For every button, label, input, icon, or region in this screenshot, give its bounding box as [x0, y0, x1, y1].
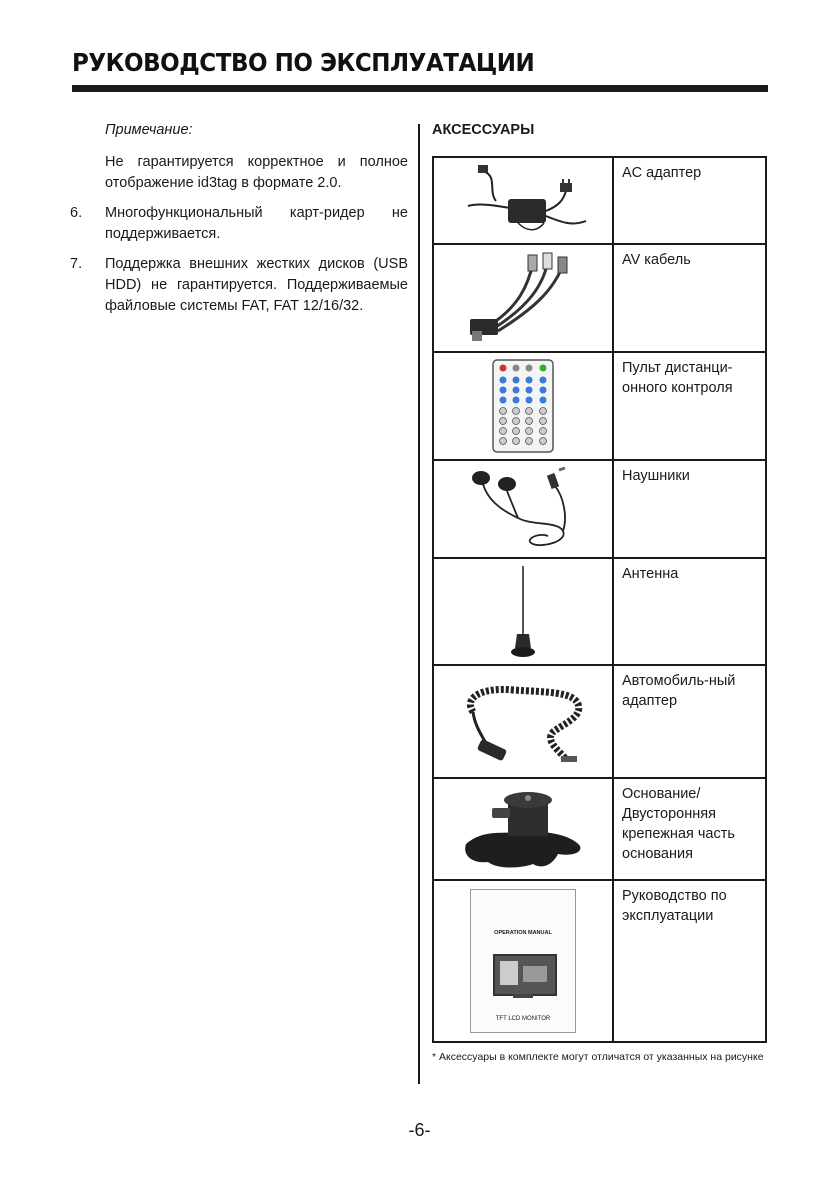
list-item-text: Поддержка внешних жестких дисков (USB HDD) не гарантируется. Поддерживаемые файловые системы FAT, FAT 12/16/32.: [105, 256, 408, 314]
header-rule: [72, 85, 768, 92]
note-text: Не гарантируется корректное и полное отображение id3tag в формате 2.0.: [105, 154, 408, 191]
base-mount-icon: [458, 784, 588, 874]
list-item-text: Многофункциональный карт-ридер не поддерживается.: [105, 205, 408, 242]
note-label: Примечание:: [105, 122, 193, 138]
table-row: [433, 880, 766, 1042]
left-column: [70, 120, 408, 317]
remote-control-icon: [488, 358, 558, 454]
table-row: [433, 244, 766, 352]
earphones-icon: [463, 466, 583, 552]
accessory-label: Основание/ Двусторонняя крепежная часть основания: [613, 778, 766, 880]
manual-icon: [470, 889, 576, 1033]
accessory-image-cell: [433, 460, 613, 558]
accessory-label: Пульт дистанци-онного контроля: [613, 352, 766, 460]
accessory-image-cell: [433, 665, 613, 778]
accessory-image-cell: [433, 880, 613, 1042]
list-item: [70, 203, 408, 245]
accessory-label: AC адаптер: [613, 157, 766, 244]
footnote: * Аксессуары в комплекте могут отличатся от указанных на рисунке: [432, 1051, 764, 1063]
column-divider: [418, 124, 420, 1084]
av-cable-icon: [448, 251, 598, 346]
accessories-table: [432, 156, 767, 1043]
accessory-label: Руководство по эксплуатации: [613, 880, 766, 1042]
antenna-icon: [503, 564, 543, 660]
accessory-label: Антенна: [613, 558, 766, 665]
page-title: РУКОВОДСТВО ПО ЭКСПЛУАТАЦИИ: [72, 48, 535, 77]
list-item-number: 7.: [70, 256, 83, 272]
table-row: [433, 157, 766, 244]
accessory-image-cell: [433, 778, 613, 880]
accessories-heading: АКСЕССУАРЫ: [432, 122, 535, 138]
accessory-label: AV кабель: [613, 244, 766, 352]
car-adapter-icon: [453, 672, 593, 772]
table-row: [433, 460, 766, 558]
accessory-image-cell: [433, 244, 613, 352]
table-row: [433, 665, 766, 778]
accessory-label: Наушники: [613, 460, 766, 558]
manual-cover-subtitle: TFT LCD MONITOR: [495, 1016, 551, 1022]
accessory-image-cell: [433, 157, 613, 244]
accessory-label: Автомобиль-ный адаптер: [613, 665, 766, 778]
list-item: [70, 254, 408, 317]
accessory-image-cell: [433, 558, 613, 665]
table-row: [433, 352, 766, 460]
list-item-number: 6.: [70, 205, 83, 221]
accessory-image-cell: [433, 352, 613, 460]
monitor-icon: [493, 954, 557, 996]
table-row: [433, 558, 766, 665]
table-row: [433, 778, 766, 880]
page-number: -6-: [408, 1120, 431, 1140]
manual-cover-title: OPERATION MANUAL: [494, 930, 552, 936]
ac-adapter-icon: [448, 161, 598, 241]
